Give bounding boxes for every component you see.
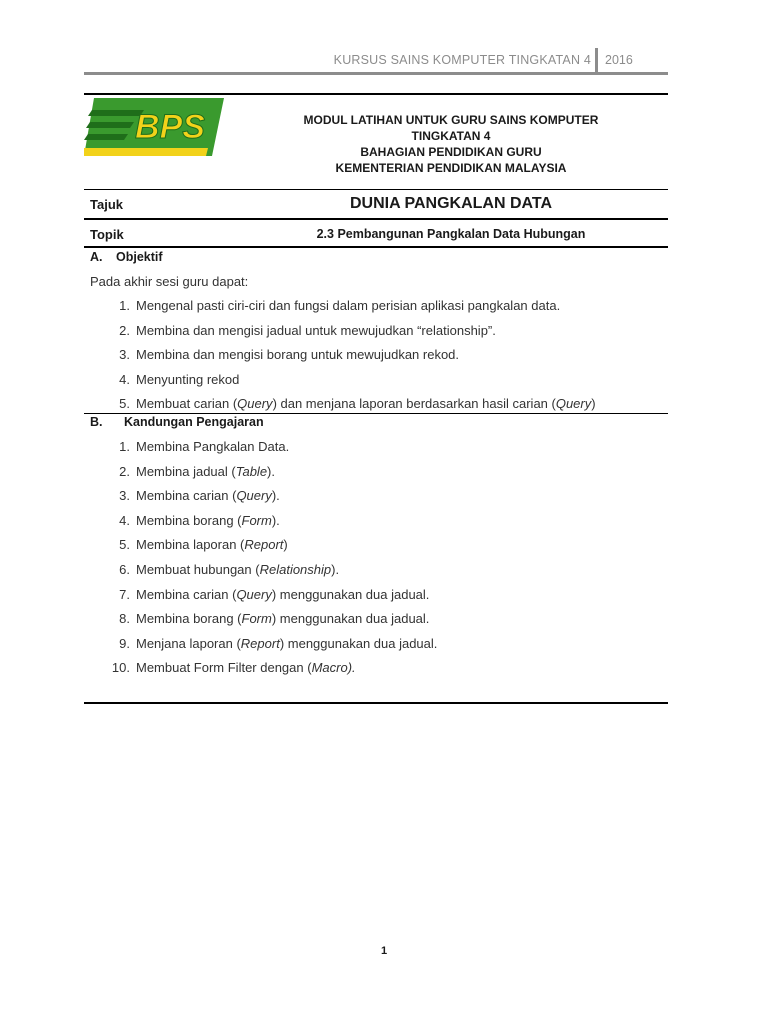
list-item-text	[136, 513, 280, 528]
list-item	[90, 513, 437, 538]
list-item-text	[136, 537, 288, 552]
table-rule	[84, 218, 668, 220]
text-run: Membuat Form Filter dengan (	[136, 660, 312, 676]
list-item-number: 4.	[119, 371, 130, 387]
list-item-text	[136, 488, 280, 503]
text-run: Membina laporan (	[136, 537, 245, 553]
list-item-number: 6.	[119, 561, 130, 577]
content-list	[90, 439, 437, 685]
header-separator	[595, 48, 598, 74]
section-a-title: Objektif	[116, 250, 163, 264]
list-item-number: 3.	[119, 347, 130, 363]
text-run: Membina jadual (	[136, 463, 236, 479]
section-a-heading	[90, 250, 163, 264]
list-item-number: 5.	[119, 396, 130, 412]
list-item	[90, 464, 437, 489]
list-item	[90, 488, 437, 513]
topik-label: Topik	[90, 227, 124, 242]
section-a-intro: Pada akhir sesi guru dapat:	[90, 274, 249, 289]
section-a-letter: A.	[90, 250, 103, 264]
list-item	[90, 611, 437, 636]
text-run: Membina dan mengisi jadual untuk mewujudkan “relationship”.	[136, 322, 496, 338]
table-rule	[84, 246, 668, 248]
list-item	[90, 323, 596, 348]
list-item	[90, 636, 437, 661]
list-item-text	[136, 347, 459, 362]
section-b-heading	[90, 415, 264, 429]
italic-term: Report	[244, 537, 284, 553]
italic-term: Query	[236, 488, 272, 504]
list-item-number: 9.	[119, 635, 130, 651]
list-item-text	[136, 587, 429, 602]
objective-list	[90, 298, 596, 421]
list-item-number: 7.	[119, 586, 130, 602]
list-item-text	[136, 611, 429, 626]
italic-term: Query	[555, 396, 592, 412]
list-item-number: 3.	[119, 488, 130, 504]
list-item	[90, 372, 596, 397]
logo-stripe	[86, 122, 134, 128]
table-rule	[84, 413, 668, 414]
list-item-number: 2.	[119, 322, 130, 338]
table-rule	[84, 189, 668, 190]
list-item	[90, 660, 437, 685]
list-item	[90, 298, 596, 323]
list-item-text	[136, 636, 437, 651]
module-title-line: MODUL LATIHAN UNTUK GURU SAINS KOMPUTER	[303, 113, 599, 127]
logo-yellow-band	[84, 148, 208, 156]
list-item-text	[136, 298, 560, 313]
list-item-number: 1.	[119, 439, 130, 454]
text-run: Membuat carian (	[136, 396, 238, 412]
list-item	[90, 347, 596, 372]
list-item	[90, 439, 437, 464]
text-run: Membina carian (	[136, 488, 237, 504]
text-run: ) menggunakan dua jadual.	[271, 611, 430, 627]
italic-term: Query	[236, 586, 272, 602]
text-run: ).	[267, 463, 275, 479]
text-run: ) menggunakan dua jadual.	[271, 586, 430, 602]
text-run: )	[283, 537, 288, 553]
page-number: 1	[380, 945, 388, 957]
italic-term: Form	[241, 611, 272, 627]
bps-logo	[84, 96, 224, 158]
text-run: ).	[271, 512, 280, 528]
list-item-text	[136, 562, 339, 577]
logo-text: BPS	[135, 108, 205, 146]
list-item-number: 1.	[119, 298, 130, 313]
text-run: Membuat hubungan (	[136, 561, 260, 577]
list-item-text	[136, 464, 275, 479]
list-item-text	[136, 439, 289, 454]
module-title-line: KEMENTERIAN PENDIDIKAN MALAYSIA	[335, 161, 567, 175]
logo-stripe	[84, 134, 128, 140]
italic-term: Query	[237, 396, 273, 412]
table-bottom-rule	[84, 702, 668, 704]
tajuk-value: DUNIA PANGKALAN DATA	[349, 195, 553, 212]
italic-term: Relationship	[259, 561, 332, 577]
italic-term: Form	[241, 512, 272, 528]
module-title-block	[240, 112, 662, 176]
italic-term: Report	[240, 635, 280, 651]
list-item	[90, 562, 437, 587]
text-run: Membina borang (	[136, 611, 242, 627]
italic-term: Table	[235, 463, 268, 479]
text-run: Membina Pangkalan Data.	[136, 439, 290, 454]
text-run: ).	[331, 561, 340, 577]
header-year: 2016	[605, 53, 633, 67]
section-b-title: Kandungan Pengajaran	[124, 415, 264, 429]
text-run: Menjana laporan (	[136, 635, 241, 651]
text-run: Membina carian (	[136, 586, 237, 602]
text-run: Menyunting rekod	[136, 371, 240, 387]
list-item-text	[136, 323, 496, 338]
section-b-letter: B.	[90, 415, 103, 429]
list-item-number: 8.	[119, 611, 130, 627]
text-run: ) menggunakan dua jadual.	[279, 635, 438, 651]
text-run: ) dan menjana laporan berdasarkan hasil carian (	[272, 396, 556, 412]
topik-value: 2.3 Pembangunan Pangkalan Data Hubungan	[316, 227, 586, 241]
list-item-number: 4.	[119, 512, 130, 528]
running-header	[84, 46, 668, 74]
header-course-title: KURSUS SAINS KOMPUTER TINGKATAN 4	[333, 53, 591, 67]
italic-term: Macro).	[311, 660, 356, 676]
list-item	[90, 587, 437, 612]
list-item-text	[136, 660, 356, 675]
header-rule	[84, 72, 668, 75]
list-item-number: 2.	[119, 463, 130, 479]
module-title-line: BAHAGIAN PENDIDIKAN GURU	[360, 145, 542, 159]
list-item-text	[136, 372, 239, 387]
list-item-number: 5.	[119, 537, 130, 553]
text-run: ).	[271, 488, 280, 504]
text-run: )	[591, 396, 596, 412]
text-run: Membina dan mengisi borang untuk mewujudkan rekod.	[136, 347, 460, 363]
module-title-line: TINGKATAN 4	[411, 129, 491, 143]
text-run: Membina borang (	[136, 512, 242, 528]
table-top-rule	[84, 93, 668, 95]
list-item-number: 10.	[111, 660, 130, 676]
list-item-text	[136, 396, 596, 411]
list-item	[90, 537, 437, 562]
tajuk-label: Tajuk	[90, 197, 123, 212]
text-run: Mengenal pasti ciri-ciri dan fungsi dalam perisian aplikasi pangkalan data.	[136, 298, 561, 313]
